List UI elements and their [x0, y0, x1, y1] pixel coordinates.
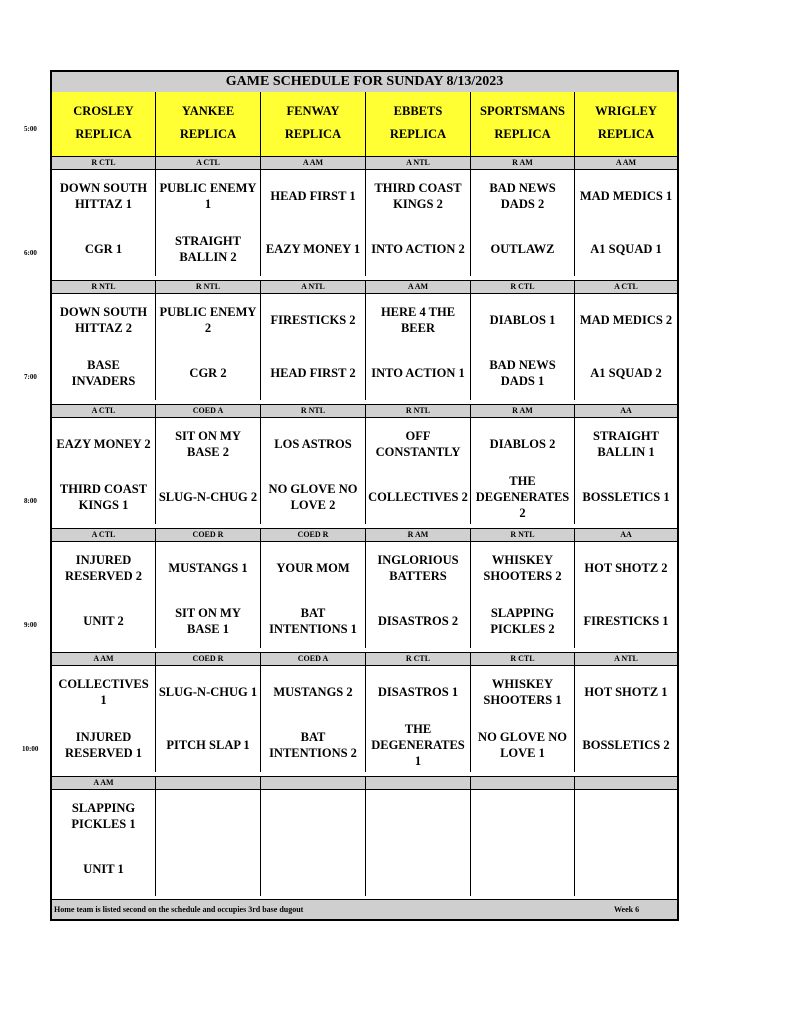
schedule-table [50, 70, 679, 921]
away-team: DOWN SOUTH HITTAZ 2 [59, 305, 148, 335]
division-code: R CTL [366, 652, 471, 666]
away-team: SLAPPING PICKLES 1 [71, 801, 136, 831]
game-cell [471, 294, 575, 400]
game-cell [366, 790, 471, 896]
away-team: DOWN SOUTH HITTAZ 1 [59, 181, 148, 211]
time-label: 9:00 [24, 621, 37, 629]
away-team: INJURED RESERVED 2 [64, 553, 142, 583]
field-header-yankee [156, 92, 261, 156]
game-cell [575, 418, 677, 524]
time-label: 8:00 [24, 497, 37, 505]
game-cell [366, 170, 471, 276]
home-team [261, 842, 365, 896]
game-cell [156, 418, 261, 524]
game-cell [366, 418, 471, 524]
home-team: A1 SQUAD 2 [590, 366, 662, 380]
away-team: STRAIGHT BALLIN 1 [593, 429, 659, 459]
home-team: BOSSLETICS 1 [582, 490, 670, 504]
division-code: COED R [261, 528, 366, 542]
division-code: A CTL [52, 528, 156, 542]
away-team: THIRD COAST KINGS 2 [374, 181, 462, 211]
away-team: WHISKEY SHOOTERS 1 [483, 677, 562, 707]
game-cell [575, 294, 677, 400]
away-team: OFF CONSTANTLY [375, 429, 461, 459]
home-team: A1 SQUAD 1 [590, 242, 662, 256]
game-cell [471, 418, 575, 524]
home-team: BASE INVADERS [71, 358, 136, 388]
home-team: COLLECTIVES 2 [368, 490, 468, 504]
footer-bar [52, 899, 677, 919]
home-team: NO GLOVE NO LOVE 2 [268, 482, 358, 512]
away-team [156, 790, 260, 842]
field-subtitle: REPLICA [75, 127, 132, 141]
time-column [0, 0, 50, 1024]
away-team: SLUG-N-CHUG 1 [158, 685, 258, 699]
home-team: DISASTROS 2 [377, 614, 459, 628]
home-team [366, 842, 470, 896]
division-code [261, 776, 366, 790]
away-team: PUBLIC ENEMY 1 [159, 181, 257, 211]
away-team: PUBLIC ENEMY 2 [159, 305, 257, 335]
field-header-crosley [52, 92, 156, 156]
game-cell [575, 790, 677, 896]
away-team [575, 790, 677, 842]
home-team: CGR 1 [84, 242, 123, 256]
game-cell [261, 170, 366, 276]
away-team: EAZY MONEY 2 [56, 437, 151, 451]
home-team: BAD NEWS DADS 1 [489, 358, 556, 388]
field-name: CROSLEY [73, 104, 134, 118]
footer-note: Home team is listed second on the schedule and occupies 3rd base dugout [54, 905, 304, 914]
game-cell [471, 666, 575, 772]
home-team: NO GLOVE NO LOVE 1 [478, 730, 567, 760]
division-code: R CTL [52, 156, 156, 170]
away-team: FIRESTICKS 2 [270, 313, 356, 327]
time-label: 6:00 [24, 249, 37, 257]
division-code: A AM [261, 156, 366, 170]
home-team: SLUG-N-CHUG 2 [158, 490, 258, 504]
home-team: INTO ACTION 1 [371, 366, 465, 380]
division-code: A AM [366, 280, 471, 294]
division-code: A CTL [575, 280, 677, 294]
game-cell [471, 542, 575, 648]
field-header-sportsmans [471, 92, 575, 156]
division-code: COED R [156, 528, 261, 542]
division-code: A NTL [261, 280, 366, 294]
week-label: Week 6 [614, 905, 640, 914]
away-team: MUSTANGS 2 [273, 685, 353, 699]
game-cell [156, 666, 261, 772]
division-code: R AM [471, 156, 575, 170]
division-code: A CTL [156, 156, 261, 170]
game-cell [52, 790, 156, 896]
game-cell [156, 294, 261, 400]
division-code [575, 776, 677, 790]
game-cell [261, 542, 366, 648]
division-code: AA [575, 528, 677, 542]
away-team: MAD MEDICS 2 [579, 313, 673, 327]
game-cell [575, 170, 677, 276]
away-team: DIABLOS 2 [489, 437, 556, 451]
game-cell [156, 170, 261, 276]
away-team: MAD MEDICS 1 [579, 189, 673, 203]
home-team: THE DEGENERATES 2 [475, 474, 570, 520]
home-team [575, 842, 677, 896]
away-team: HERE 4 THE BEER [380, 305, 456, 335]
field-header-ebbets [366, 92, 471, 156]
division-code: AA [575, 404, 677, 418]
division-code: COED A [261, 652, 366, 666]
field-name: EBBETS [393, 104, 443, 118]
division-code: R NTL [471, 528, 575, 542]
home-team [156, 842, 260, 896]
division-code: COED A [156, 404, 261, 418]
time-label: 10:00 [22, 745, 39, 753]
home-team: BAT INTENTIONS 1 [269, 606, 357, 636]
field-name: FENWAY [286, 104, 340, 118]
away-team: INGLORIOUS BATTERS [377, 553, 459, 583]
division-code: COED R [156, 652, 261, 666]
away-team [366, 790, 470, 842]
home-team: BOSSLETICS 2 [582, 738, 670, 752]
field-header-wrigley [575, 92, 677, 156]
home-team: UNIT 2 [83, 614, 124, 628]
game-cell [261, 790, 366, 896]
game-cell [575, 542, 677, 648]
home-team: UNIT 1 [83, 862, 124, 876]
away-team: HEAD FIRST 1 [270, 189, 356, 203]
home-team [471, 842, 574, 896]
division-code: A AM [52, 776, 156, 790]
time-label: 5:00 [24, 125, 37, 133]
game-cell [52, 542, 156, 648]
away-team: YOUR MOM [276, 561, 350, 575]
game-cell [575, 666, 677, 772]
away-team [261, 790, 365, 842]
game-cell [156, 790, 261, 896]
away-team: DIABLOS 1 [489, 313, 556, 327]
division-code: A CTL [52, 404, 156, 418]
division-code: A AM [52, 652, 156, 666]
home-team: STRAIGHT BALLIN 2 [175, 234, 241, 264]
division-code [156, 776, 261, 790]
away-team [471, 790, 574, 842]
game-cell [52, 294, 156, 400]
home-team: THE DEGENERATES 1 [371, 722, 465, 768]
away-team: DISASTROS 1 [377, 685, 459, 699]
division-code: R NTL [156, 280, 261, 294]
game-cell [52, 666, 156, 772]
game-cell [366, 666, 471, 772]
division-code: R AM [366, 528, 471, 542]
field-subtitle: REPLICA [284, 127, 342, 141]
division-code: R NTL [52, 280, 156, 294]
home-team: EAZY MONEY 1 [265, 242, 361, 256]
field-subtitle: REPLICA [179, 127, 237, 141]
away-team: HOT SHOTZ 2 [584, 561, 668, 575]
division-code: R CTL [471, 280, 575, 294]
field-subtitle: REPLICA [389, 127, 447, 141]
away-team: MUSTANGS 1 [168, 561, 248, 575]
field-subtitle: REPLICA [597, 127, 655, 141]
home-team: INTO ACTION 2 [371, 242, 465, 256]
game-cell [471, 170, 575, 276]
game-cell [366, 542, 471, 648]
field-name: YANKEE [181, 104, 235, 118]
game-cell [156, 542, 261, 648]
field-name: SPORTSMANS [480, 104, 565, 118]
field-name: WRIGLEY [595, 104, 657, 118]
division-code: A NTL [366, 156, 471, 170]
home-team: OUTLAWZ [490, 242, 555, 256]
game-cell [52, 418, 156, 524]
game-cell [471, 790, 575, 896]
page-title: GAME SCHEDULE FOR SUNDAY 8/13/2023 [52, 72, 677, 93]
field-header-fenway [261, 92, 366, 156]
away-team: COLLECTIVES 1 [58, 677, 149, 707]
home-team: THIRD COAST KINGS 1 [59, 482, 148, 512]
division-code: R AM [471, 404, 575, 418]
home-team: CGR 2 [189, 366, 227, 380]
home-team: HEAD FIRST 2 [270, 366, 356, 380]
field-subtitle: REPLICA [494, 127, 551, 141]
game-cell [261, 666, 366, 772]
division-code [366, 776, 471, 790]
home-team: SLAPPING PICKLES 2 [490, 606, 555, 636]
division-code: R CTL [471, 652, 575, 666]
division-code: R NTL [261, 404, 366, 418]
away-team: LOS ASTROS [274, 437, 352, 451]
division-code: A NTL [575, 652, 677, 666]
division-code [471, 776, 575, 790]
game-cell [261, 418, 366, 524]
time-label: 7:00 [24, 373, 37, 381]
division-code: A AM [575, 156, 677, 170]
home-team: INJURED RESERVED 1 [64, 730, 142, 760]
division-code: R NTL [366, 404, 471, 418]
away-team: WHISKEY SHOOTERS 2 [483, 553, 562, 583]
away-team: SIT ON MY BASE 2 [175, 429, 241, 459]
away-team: BAD NEWS DADS 2 [489, 181, 556, 211]
home-team: FIRESTICKS 1 [583, 614, 669, 628]
away-team: HOT SHOTZ 1 [584, 685, 668, 699]
home-team: PITCH SLAP 1 [166, 738, 250, 752]
game-cell [261, 294, 366, 400]
game-cell [52, 170, 156, 276]
game-cell [366, 294, 471, 400]
home-team: BAT INTENTIONS 2 [269, 730, 357, 760]
home-team: SIT ON MY BASE 1 [175, 606, 241, 636]
